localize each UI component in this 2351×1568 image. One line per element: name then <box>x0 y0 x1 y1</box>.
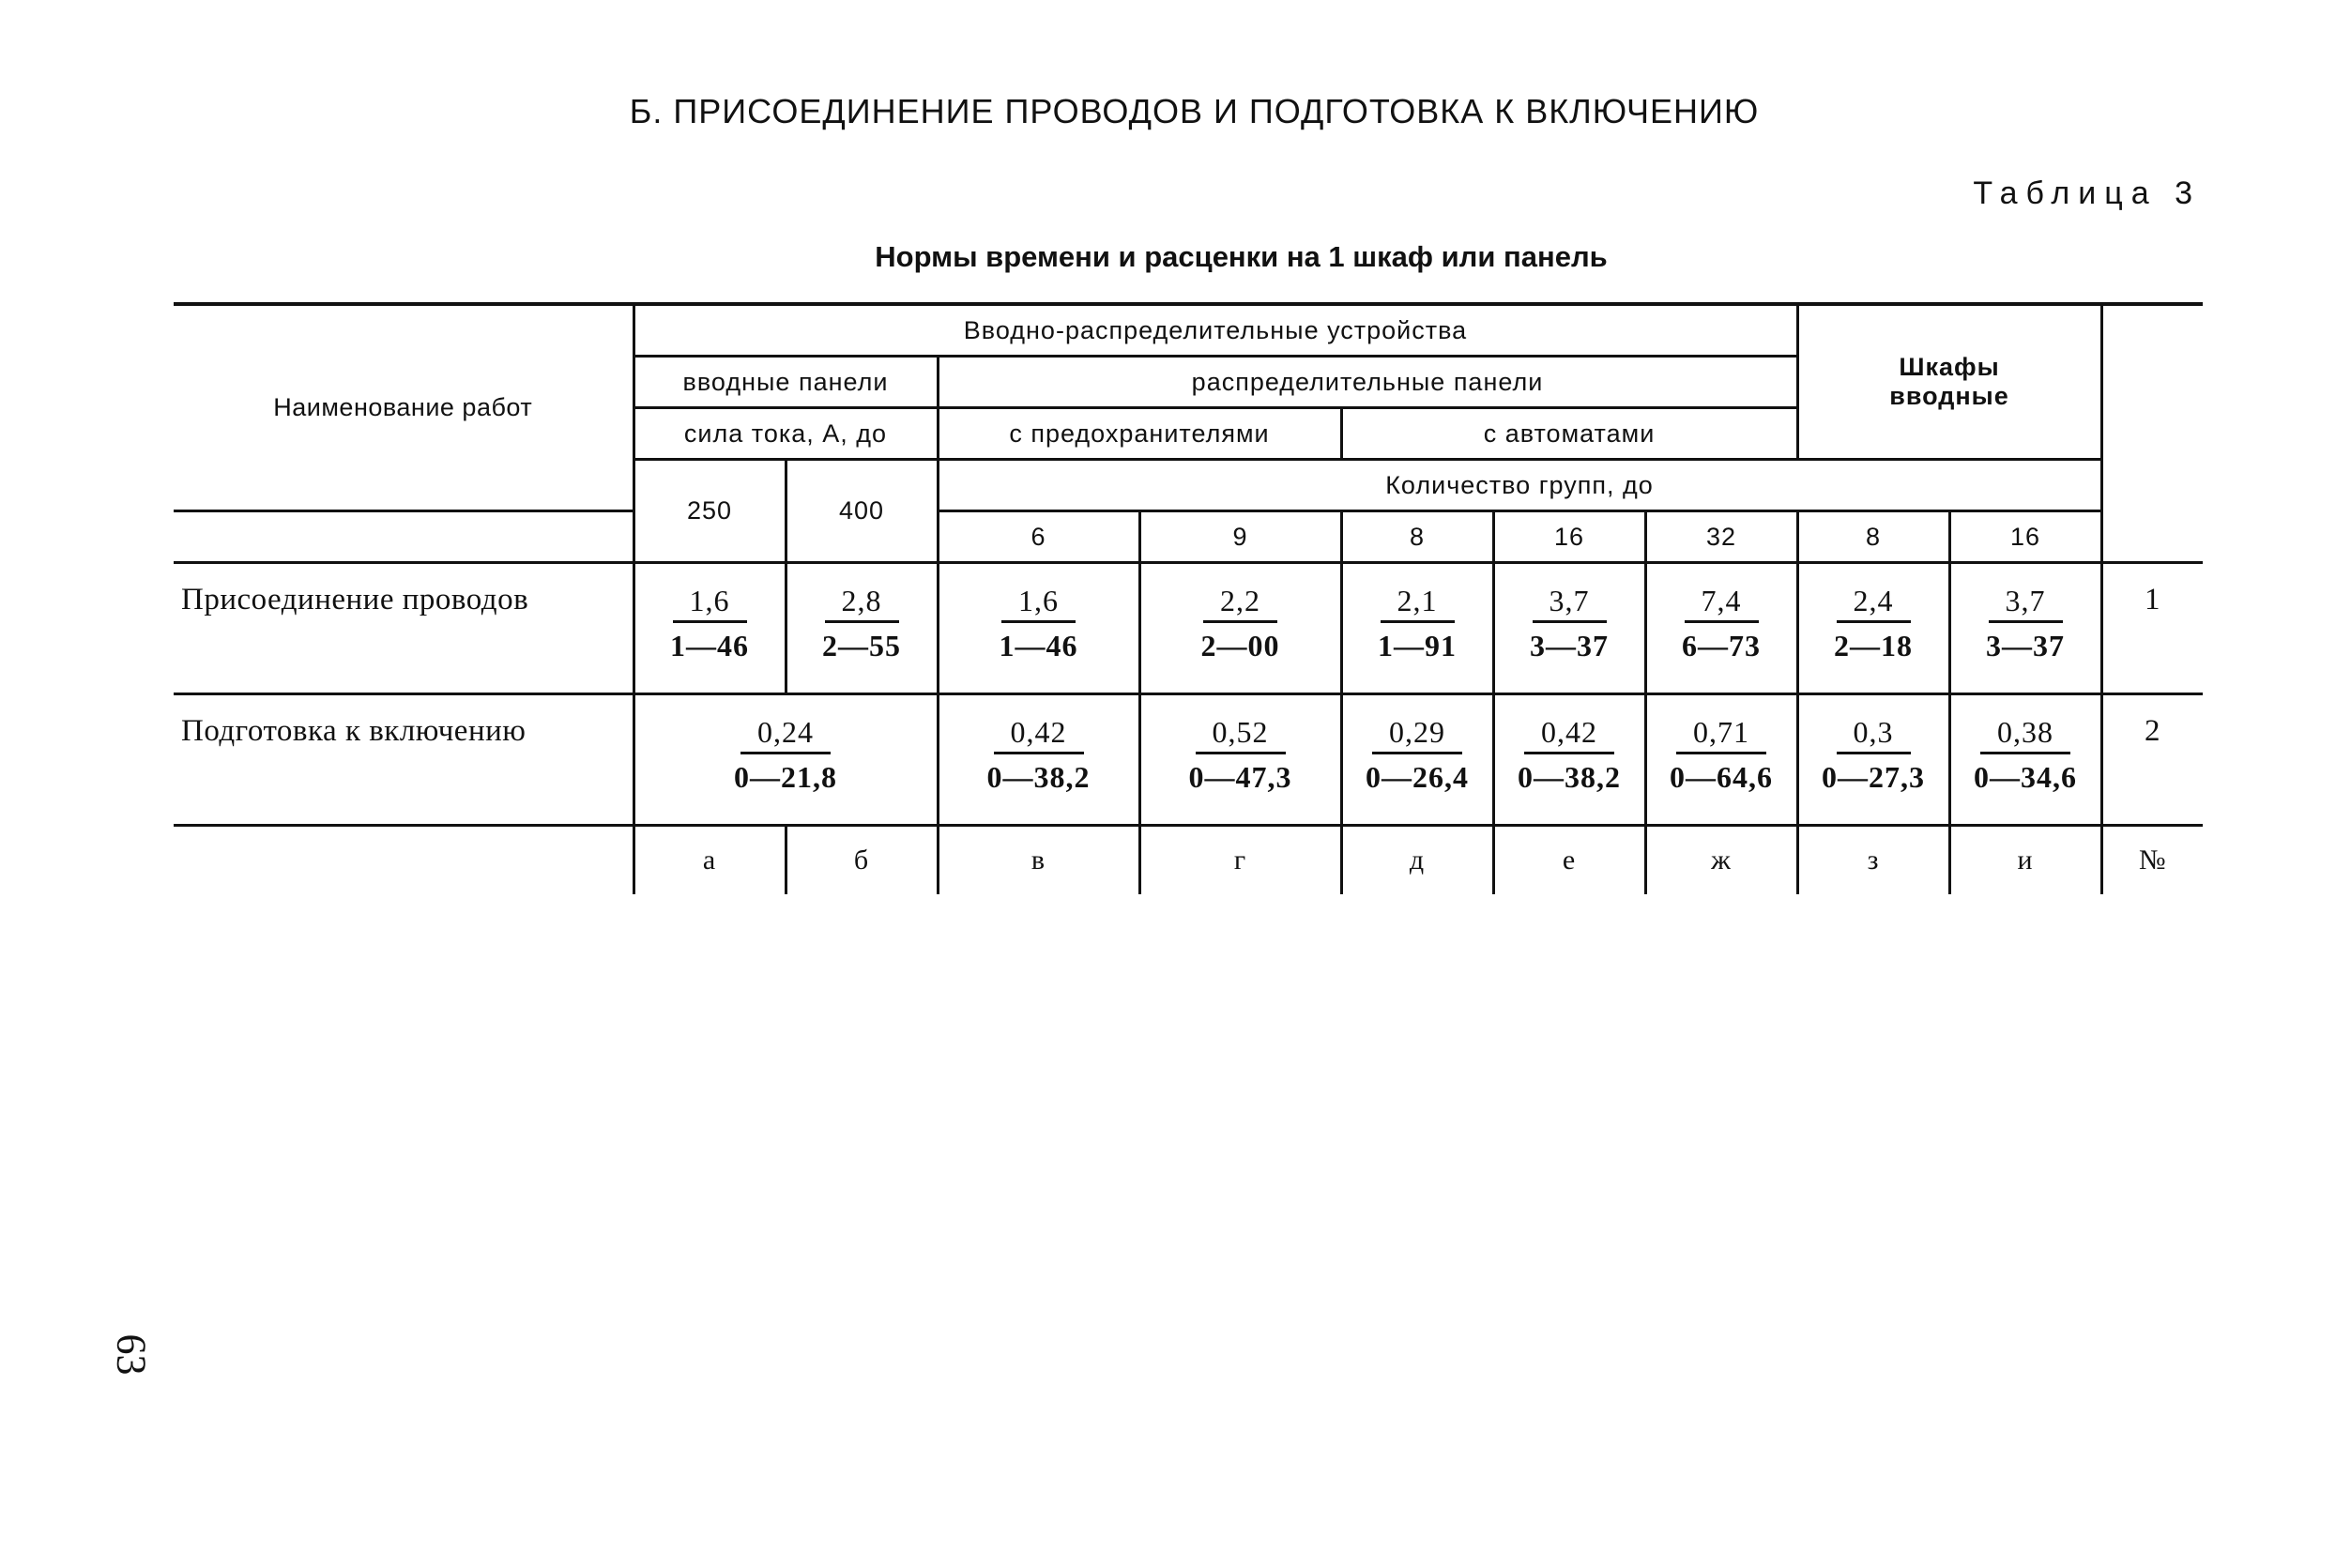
number-sign: № <box>2101 826 2203 895</box>
section-heading: Б. ПРИСОЕДИНЕНИЕ ПРОВОДОВ И ПОДГОТОВКА К ВКЛЮЧЕНИЮ <box>629 92 1760 130</box>
norm-cell <box>1949 563 2101 694</box>
norm-time: 0,42 <box>994 714 1084 754</box>
header-input-distribution-devices: Вводно-распределительные устройства <box>634 304 1797 357</box>
norm-price: 1—91 <box>1378 629 1457 662</box>
header-name-of-works: Наименование работ <box>174 304 634 511</box>
header-distribution-panels: распределительные панели <box>938 357 1797 408</box>
header-number-of-groups: Количество групп, до <box>938 460 2101 511</box>
norm-time: 0,3 <box>1837 714 1911 754</box>
row-name: Присоединение проводов <box>174 563 634 694</box>
column-letter: з <box>1797 826 1949 895</box>
column-letter: в <box>938 826 1139 895</box>
norm-price: 0—26,4 <box>1366 760 1469 794</box>
header-group: 8 <box>1341 511 1493 563</box>
norm-time: 0,24 <box>740 714 831 754</box>
norm-cell <box>938 694 1139 826</box>
norm-time: 3,7 <box>1533 583 1607 623</box>
norm-price: 3—37 <box>1986 629 2065 662</box>
header-amps-400: 400 <box>786 460 938 563</box>
norm-price: 0—38,2 <box>1518 760 1621 794</box>
norm-cell <box>1645 694 1797 826</box>
header-name-spacer <box>174 511 634 563</box>
norm-cell <box>1493 563 1645 694</box>
header-group: 6 <box>938 511 1139 563</box>
norm-time: 0,38 <box>1980 714 2070 754</box>
norm-cell <box>1645 563 1797 694</box>
norm-cell <box>1341 694 1493 826</box>
norm-time: 0,71 <box>1676 714 1766 754</box>
norm-time: 1,6 <box>1001 583 1076 623</box>
column-letter: а <box>634 826 786 895</box>
norm-price: 2—18 <box>1834 629 1913 662</box>
row-number: 1 <box>2101 563 2203 694</box>
table-title: Нормы времени и расценки на 1 шкаф или панель <box>875 240 1608 273</box>
norm-time: 3,7 <box>1989 583 2063 623</box>
norm-cell <box>1949 694 2101 826</box>
header-group: 9 <box>1139 511 1341 563</box>
norm-price: 2—55 <box>822 629 901 662</box>
norm-cell <box>1341 563 1493 694</box>
header-amps-250: 250 <box>634 460 786 563</box>
header-with-breakers: с автоматами <box>1341 408 1797 460</box>
page-number: 63 <box>108 1333 155 1376</box>
norm-price: 0—27,3 <box>1822 760 1925 794</box>
norm-price: 1—46 <box>670 629 749 662</box>
header-number-column <box>2101 304 2203 563</box>
norm-price: 2—00 <box>1200 629 1280 662</box>
norm-cell <box>786 563 938 694</box>
norm-cell <box>634 563 786 694</box>
norm-price: 3—37 <box>1530 629 1609 662</box>
norm-time: 2,2 <box>1203 583 1277 623</box>
column-letter: е <box>1493 826 1645 895</box>
norm-time: 0,52 <box>1196 714 1286 754</box>
norm-price: 1—46 <box>999 629 1078 662</box>
norm-cell <box>1139 563 1341 694</box>
norms-table <box>174 302 2203 894</box>
column-letter: г <box>1139 826 1341 895</box>
row-name: Подготовка к включению <box>174 694 634 826</box>
footer-name-spacer <box>174 826 634 895</box>
norm-cell <box>634 694 938 826</box>
norm-cell <box>1493 694 1645 826</box>
header-group: 32 <box>1645 511 1797 563</box>
norm-price: 6—73 <box>1682 629 1761 662</box>
header-group: 16 <box>1949 511 2101 563</box>
norm-time: 7,4 <box>1685 583 1759 623</box>
norm-time: 0,29 <box>1372 714 1462 754</box>
row-number: 2 <box>2101 694 2203 826</box>
norm-cell <box>1139 694 1341 826</box>
column-letter: ж <box>1645 826 1797 895</box>
header-group: 8 <box>1797 511 1949 563</box>
norm-price: 0—34,6 <box>1974 760 2077 794</box>
header-row-1 <box>174 304 2203 357</box>
norm-price: 0—64,6 <box>1670 760 1773 794</box>
norm-price: 0—47,3 <box>1188 760 1292 794</box>
header-group: 16 <box>1493 511 1645 563</box>
norm-time: 0,42 <box>1524 714 1614 754</box>
column-letter: д <box>1341 826 1493 895</box>
header-input-cabinets: Шкафы вводные <box>1797 304 2101 460</box>
norm-time: 1,6 <box>673 583 747 623</box>
column-letters-row <box>174 826 2203 895</box>
norm-cell <box>1797 563 1949 694</box>
header-row-5 <box>174 511 2203 563</box>
norm-cell <box>938 563 1139 694</box>
column-letter: и <box>1949 826 2101 895</box>
header-input-panels: вводные панели <box>634 357 938 408</box>
norm-time: 2,8 <box>825 583 899 623</box>
norm-price: 0—21,8 <box>734 760 837 794</box>
norm-time: 2,4 <box>1837 583 1911 623</box>
table-row <box>174 563 2203 694</box>
header-current-up-to: сила тока, А, до <box>634 408 938 460</box>
column-letter: б <box>786 826 938 895</box>
table-label: Таблица 3 <box>1973 175 2201 211</box>
norm-time: 2,1 <box>1381 583 1455 623</box>
header-with-fuses: с предохранителями <box>938 408 1341 460</box>
norm-price: 0—38,2 <box>986 760 1091 794</box>
norm-cell <box>1797 694 1949 826</box>
table-row <box>174 694 2203 826</box>
